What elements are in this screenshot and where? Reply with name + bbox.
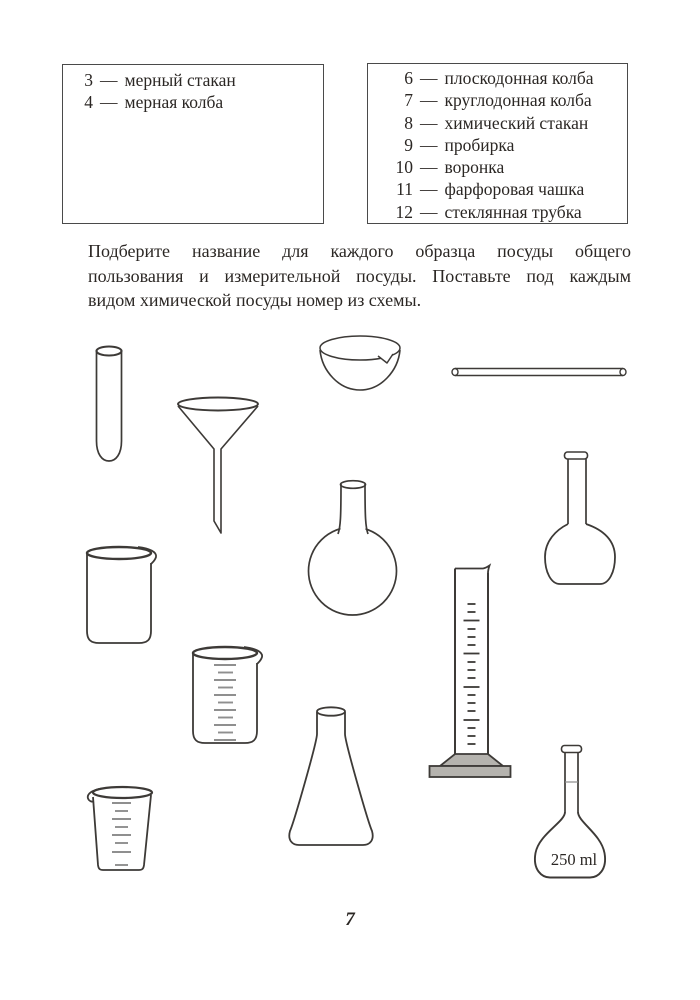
item-label: круглодонная колба [444, 90, 592, 111]
measuring-cup-drawing [85, 785, 155, 875]
task-line: Подберите название для каждого образца посуды общего [88, 241, 631, 261]
item-label: химический стакан [444, 112, 589, 133]
item-dash: — [100, 92, 118, 113]
item-label: мерная колба [124, 92, 224, 113]
beaker-drawing [84, 544, 162, 648]
schema-item [368, 112, 627, 134]
schema-item [73, 69, 323, 91]
item-dash: — [420, 201, 438, 222]
item-number: 7 [404, 90, 413, 111]
funnel-drawing [175, 395, 261, 535]
item-label: пробирка [444, 134, 515, 155]
item-number: 10 [395, 157, 413, 178]
item-number: 11 [396, 179, 413, 200]
schema-item [368, 201, 627, 223]
item-number: 4 [84, 92, 93, 113]
item-dash: — [420, 134, 438, 155]
graduated-beaker-drawing [190, 644, 268, 748]
flat-bottom-flask-drawing [542, 450, 618, 588]
item-label: фарфоровая чашка [444, 179, 585, 200]
item-number: 3 [84, 70, 93, 90]
item-label: воронка [444, 157, 505, 178]
task-line: видом химической посуды номер из схемы. [88, 290, 422, 311]
schema-item [368, 89, 627, 111]
test-tube-drawing [94, 342, 124, 464]
item-label: мерный стакан [124, 70, 236, 90]
item-dash: — [100, 70, 118, 90]
erlenmeyer-flask-drawing [286, 704, 382, 849]
item-dash: — [420, 179, 438, 200]
schema-item [73, 91, 323, 113]
item-dash: — [420, 157, 438, 178]
graduated-cylinder-drawing [427, 564, 513, 779]
item-number: 6 [404, 68, 413, 88]
item-label: плоскодонная колба [444, 68, 594, 88]
item-dash: — [420, 112, 438, 133]
round-bottom-flask-drawing [307, 479, 399, 619]
item-number: 12 [395, 201, 413, 222]
schema-box-general [367, 63, 628, 224]
item-dash: — [420, 68, 438, 88]
page-number: 7 [345, 909, 355, 930]
item-number: 9 [404, 134, 413, 155]
item-label: стеклянная трубка [444, 201, 582, 222]
schema-box-measuring [62, 64, 324, 224]
glass-tube-drawing [449, 365, 629, 379]
porcelain-dish-drawing [317, 333, 403, 395]
schema-item [368, 156, 627, 178]
task-line: пользования и измерительной посуды. Поставьте под каждым [88, 265, 631, 286]
schema-item [368, 178, 627, 200]
item-number: 8 [404, 112, 413, 133]
volumetric-flask-volume-label: 250 ml [550, 850, 598, 869]
item-dash: — [420, 90, 438, 111]
task-instruction [88, 239, 631, 313]
schema-item [368, 134, 627, 156]
schema-item [368, 67, 627, 89]
